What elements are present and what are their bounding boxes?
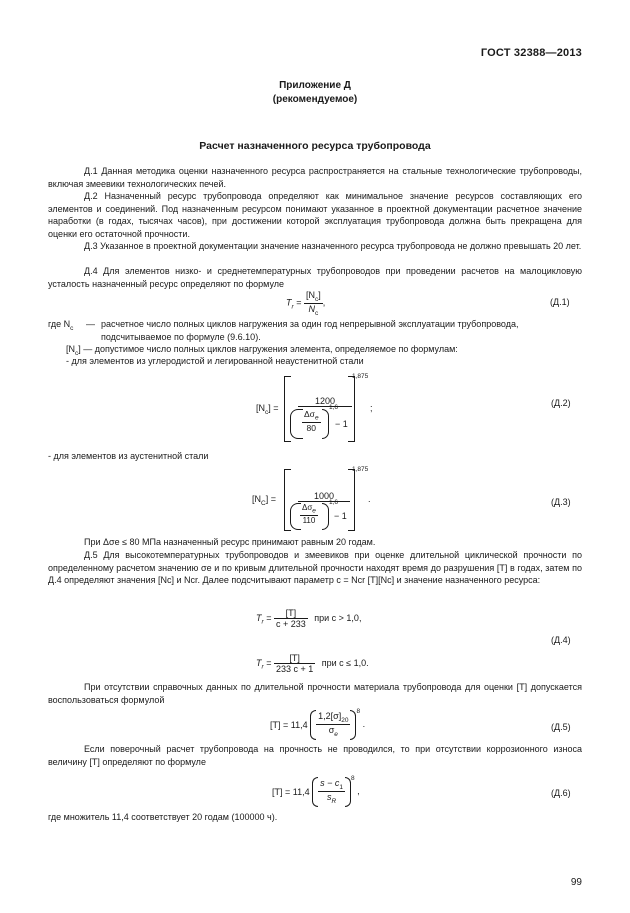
where-sym2: [N	[66, 344, 75, 354]
where-text2: — допустимое число полных циклов нагружения элемента, определяемое по формулам:	[83, 344, 458, 354]
eq6-tail: ,	[357, 786, 360, 796]
eq3-numerator: 1000	[298, 491, 350, 502]
appendix-subtitle: (рекомендуемое)	[272, 94, 358, 105]
eq2-delta: Δσ	[304, 409, 315, 419]
paragraph-absence: При отсутствии справочных данных по длительной прочности материала трубопровода для оценки [T] допускается воспользоваться формулой	[48, 682, 582, 705]
document-code: ГОСТ 32388—2013	[480, 47, 582, 59]
eq2-minus-one: − 1	[335, 419, 348, 429]
eq1-fraction	[304, 290, 323, 317]
eq5-number: (Д.5)	[551, 722, 571, 732]
eq3-outer-power: 1,875	[352, 466, 369, 473]
eq2-lhs: [N	[256, 403, 265, 413]
eq4a-den: c + 233	[275, 619, 306, 629]
eq1-lhs-sub: r	[291, 303, 294, 311]
eq6-num: s − c	[320, 778, 340, 789]
eq3-inner-right-paren	[322, 503, 329, 530]
where-lead	[48, 318, 73, 335]
eq6-power: 8	[351, 775, 355, 782]
eq6-den-sub: R	[331, 797, 337, 805]
eq1-lhs: T	[286, 297, 292, 308]
eq3-right-bracket	[348, 469, 355, 531]
eq5-num-sub: 20	[341, 717, 349, 725]
paragraph-d5: Д.5 Для высокотемпературных трубопроводов и змеевиков при оценке длительной циклической прочности по определенному расчетом значению σe и по кривым длительной прочности находят время до разрушения [T] в годах, затем по Д.4 определяют значения [Nc] и Ncr. Далее подсчитывают параметр c = Ncr [T][Nc] и значение назначенного ресурса:	[48, 550, 582, 586]
eq3-lhs-end: ] =	[265, 494, 276, 504]
eq2-inner-right-paren	[322, 409, 329, 439]
paragraph-d2: Д.2 Назначенный ресурс трубопровода определяют как минимальное значение ресурсов составляющих его элементов и соединений. Под назначенным ресурсом понимают указанное в проектной документации расчетное значение наработки (в годах, тысячах часов), при достижении которой эксплуатация трубопровода должна быть прекращена для оценки его остаточной прочности.	[48, 191, 582, 239]
eq2-outer-power: 1,875	[352, 373, 369, 380]
where-lead-sub: c	[70, 324, 74, 332]
eq4b-lhs: T	[256, 657, 262, 668]
eq2-tail: ;	[370, 403, 373, 413]
eq1-number: (Д.1)	[550, 297, 570, 307]
section-title: Расчет назначенного ресурса трубопровода	[199, 140, 431, 152]
eq6-number: (Д.6)	[551, 788, 571, 798]
where-dash: —	[86, 319, 95, 329]
eq1-tail: ,	[322, 297, 326, 308]
eq4a-condition: при c > 1,0,	[314, 612, 362, 623]
equation-d1: $T_r$ = $\frac{[N_c]}{N_c}$ ,	[286, 290, 326, 317]
eq3-inner-fraction	[300, 503, 318, 525]
where-sym2-sub: c	[75, 349, 79, 357]
eq2-inner-power: 1,6	[329, 404, 339, 411]
eq6-fraction	[318, 778, 345, 805]
eq3-delta: Δσ	[302, 503, 313, 512]
where-text1: расчетное число полных циклов нагружения за один год непрерывной эксплуатации трубопровода,	[101, 319, 519, 329]
eq3-delta-den: 110	[302, 515, 316, 525]
eq1-den-sub: c	[314, 309, 319, 317]
eq4b-den: 233 c + 1	[275, 664, 314, 674]
eq4b-lhs-sub: r	[261, 663, 264, 671]
paragraph-multiplier: где множитель 11,4 соответствует 20 годам (100000 ч).	[48, 812, 278, 822]
paragraph-if: Если поверочный расчет трубопровода на прочность не проводился, то при отсутствии коррозионного износа величину [T] определяют по формуле	[48, 744, 582, 767]
paragraph-delta: При Δσe ≤ 80 МПа назначенный ресурс принимают равным 20 годам.	[84, 537, 376, 547]
eq2-lhs-sub: c	[265, 408, 269, 416]
eq2-lhs-end: ] =	[268, 403, 279, 413]
eq1-num: [N	[305, 290, 315, 300]
equation-d2	[256, 373, 376, 443]
eq5-num: 1,2[σ]	[318, 711, 342, 722]
eq2-right-bracket	[348, 376, 355, 442]
equation-d4a	[256, 608, 361, 629]
eq4a-lhs-sub: r	[261, 618, 264, 626]
eq1-den: N	[308, 303, 315, 314]
equation-d6	[272, 775, 360, 809]
eq3-number: (Д.3)	[551, 497, 571, 507]
equation-d4b	[256, 653, 369, 674]
eq2-delta-sub: e	[314, 414, 319, 422]
appendix-title: Приложение Д	[279, 80, 351, 91]
page-number: 99	[570, 877, 582, 888]
item-austenitic-steel: - для элементов из аустенитной стали	[48, 451, 209, 461]
paragraph-d4: Д.4 Для элементов низко- и среднетемпературных трубопроводов при проведении расчетов на малоцикловую усталость назначенный ресурс определяют по формуле	[48, 266, 582, 289]
eq3-minus-one: − 1	[334, 511, 347, 521]
eq5-tail: .	[362, 719, 366, 729]
eq5-den: σ	[328, 725, 335, 736]
eq4a-num: [T]	[274, 608, 308, 619]
eq6-lhs: [T] = 11,4	[272, 786, 310, 797]
eq4a-lhs: T	[256, 612, 262, 623]
eq4b-condition: при c ≤ 1,0.	[321, 657, 369, 668]
eq1-num-end: ]	[318, 290, 321, 300]
eq4b-num: [T]	[274, 653, 315, 664]
paragraph-d1: Д.1 Данная методика оценки назначенного ресурса распространяется на стальные технологические трубопроводы, включая змеевики технологических печей.	[48, 166, 582, 189]
eq3-inner-power: 1,6	[329, 499, 339, 506]
eq4a-fraction	[274, 608, 308, 629]
eq5-power: 8	[356, 708, 361, 715]
eq6-den: s	[326, 792, 332, 803]
eq3-delta-sub: e	[312, 507, 316, 515]
eq4a-eq: =	[266, 612, 272, 623]
equation-d3	[252, 466, 376, 532]
eq4b-fraction	[274, 653, 315, 674]
eq3-lhs-sub: C	[261, 499, 266, 507]
eq3-tail: .	[368, 494, 371, 504]
where-text1b: подсчитываемое по формуле (9.6.10).	[101, 332, 261, 342]
eq6-num-sub: 1	[339, 784, 344, 792]
eq3-lhs: [N	[252, 494, 261, 504]
equation-d5	[270, 708, 365, 742]
eq5-den-sub: e	[334, 730, 338, 738]
eq1-num-sub: c	[314, 295, 319, 303]
where-lead-text: где N	[48, 319, 71, 329]
eq2-inner-fraction	[302, 409, 321, 433]
eq2-numerator: 1200	[298, 396, 352, 407]
item-carbon-steel: - для элементов из углеродистой и легированной неаустенитной стали	[66, 356, 364, 366]
where-sym2-end: ]	[78, 344, 81, 354]
eq5-lhs: [T] = 11,4	[270, 719, 308, 730]
eq2-delta-den: 80	[306, 422, 317, 433]
eq4-number: (Д.4)	[551, 635, 571, 645]
eq4b-eq: =	[266, 657, 272, 668]
eq5-fraction	[316, 711, 350, 738]
paragraph-d3: Д.3 Указанное в проектной документации значение назначенного ресурса трубопровода не должно превышать 20 лет.	[84, 241, 582, 251]
eq2-number: (Д.2)	[551, 398, 571, 408]
